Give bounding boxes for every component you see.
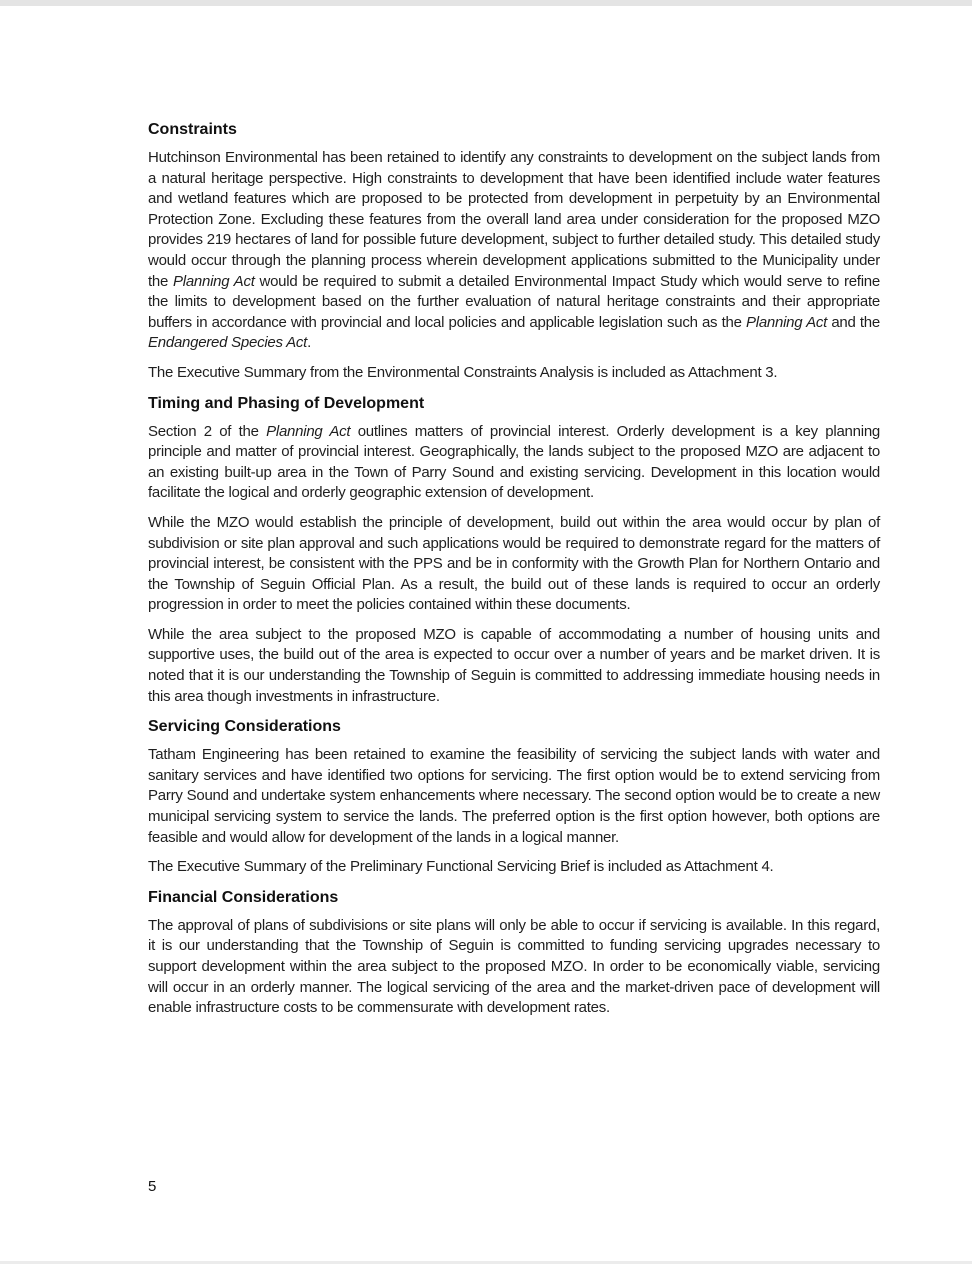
text-run: While the area subject to the proposed MZO is capable of accommodating a number of housing units and supportive uses, the build out of the area is expected to occur over a number of years and be market driven. It is noted that it is our understanding the Township of Seguin is committed to addressing immediate housing needs in this area though investments in infrastructure. bbox=[148, 625, 880, 705]
top-border-strip bbox=[0, 0, 972, 6]
section-heading: Timing and Phasing of Development bbox=[148, 394, 425, 412]
body-paragraph bbox=[148, 745, 880, 848]
text-run: Section 2 of the bbox=[148, 422, 267, 440]
text-run: Hutchinson Environmental has been retained to identify any constraints to development on the subject lands from a natural heritage perspective. High constraints to development that have been identified include water features and wetland features which are proposed to be protected from development in perpetuity by an Environmental Protection Zone. Excluding these features from the overall land area under consideration for the proposed MZO provides 219 hectares of land for possible future development, subject to further detailed study. This detailed study would occur through the planning process wherein development applications submitted to the Municipality under the bbox=[148, 149, 880, 290]
text-run: The Executive Summary of the Preliminary Functional Servicing Brief is included as Attachment 4. bbox=[148, 858, 774, 876]
body-paragraph bbox=[148, 513, 880, 616]
italic-text-run: Planning Act bbox=[266, 422, 351, 440]
section-financial-considerations bbox=[148, 887, 880, 1019]
body-paragraph bbox=[148, 625, 880, 707]
section-timing-and-phasing-of-development bbox=[148, 393, 880, 708]
text-run: Tatham Engineering has been retained to examine the feasibility of servicing the subject lands with water and sanitary services and have identified two options for servicing. The first option would be to extend servicing from Parry Sound and undertake system enhancements where necessary. The second option would be to create a new municipal servicing system to service the lands. The preferred option is the first option however, both options are feasible and would allow for development of the lands in a logical manner. bbox=[148, 746, 880, 846]
section-heading: Servicing Considerations bbox=[148, 718, 341, 736]
body-paragraph bbox=[148, 916, 880, 1019]
italic-text-run: Planning Act bbox=[745, 313, 828, 331]
text-run: would be required to submit a detailed Environmental Impact Study which would serve to refine the limits to development based on the further evaluation of natural heritage constraints and their appropriate buffers in accordance with provincial and local policies and applicable legislation such as the bbox=[148, 272, 880, 331]
body-paragraph bbox=[148, 422, 880, 504]
body-paragraph bbox=[148, 363, 880, 384]
text-run: and the bbox=[827, 313, 880, 331]
text-run: The Executive Summary from the Environmental Constraints Analysis is included as Attachment 3. bbox=[148, 363, 778, 381]
italic-text-run: Endangered Species Act bbox=[148, 334, 308, 352]
text-run: . bbox=[307, 334, 311, 352]
document-body bbox=[148, 119, 880, 1028]
italic-text-run: Planning Act bbox=[172, 272, 255, 290]
text-run: The approval of plans of subdivisions or site plans will only be able to occur if servicing is available. In this regard, it is our understanding that the Township of Seguin is committed to funding servicing upgrades necessary to support development within the area subject to the proposed MZO. In order to be economically viable, servicing will occur in an orderly manner. The logical servicing of the area and the market-driven pace of development will enable infrastructure costs to be commensurate with development rates. bbox=[148, 916, 880, 1017]
section-servicing-considerations bbox=[148, 716, 880, 878]
section-heading: Financial Considerations bbox=[148, 888, 339, 906]
page-number: 5 bbox=[148, 1178, 157, 1195]
text-run: While the MZO would establish the principle of development, build out within the area would occur by plan of subdivision or site plan approval and such applications would be required to demonstrate regard for the matters of provincial interest, be consistent with the PPS and be in conformity with the Growth Plan for Northern Ontario and the Township of Seguin Official Plan. As a result, the build out of these lands is required to occur an orderly progression in order to meet the policies contained within these documents. bbox=[148, 513, 880, 614]
section-heading: Constraints bbox=[148, 121, 237, 138]
body-paragraph bbox=[148, 148, 880, 354]
body-paragraph bbox=[148, 857, 880, 878]
section-constraints bbox=[148, 119, 880, 384]
text-run: outlines matters of provincial interest. Orderly development is a key planning principle and matter of provincial interest. Geographically, the lands subject to the proposed MZO are adjacent to an existing built-up area in the Town of Parry Sound and existing servicing. Development in this location would facilitate the logical and orderly geographic extension of development. bbox=[148, 422, 880, 502]
